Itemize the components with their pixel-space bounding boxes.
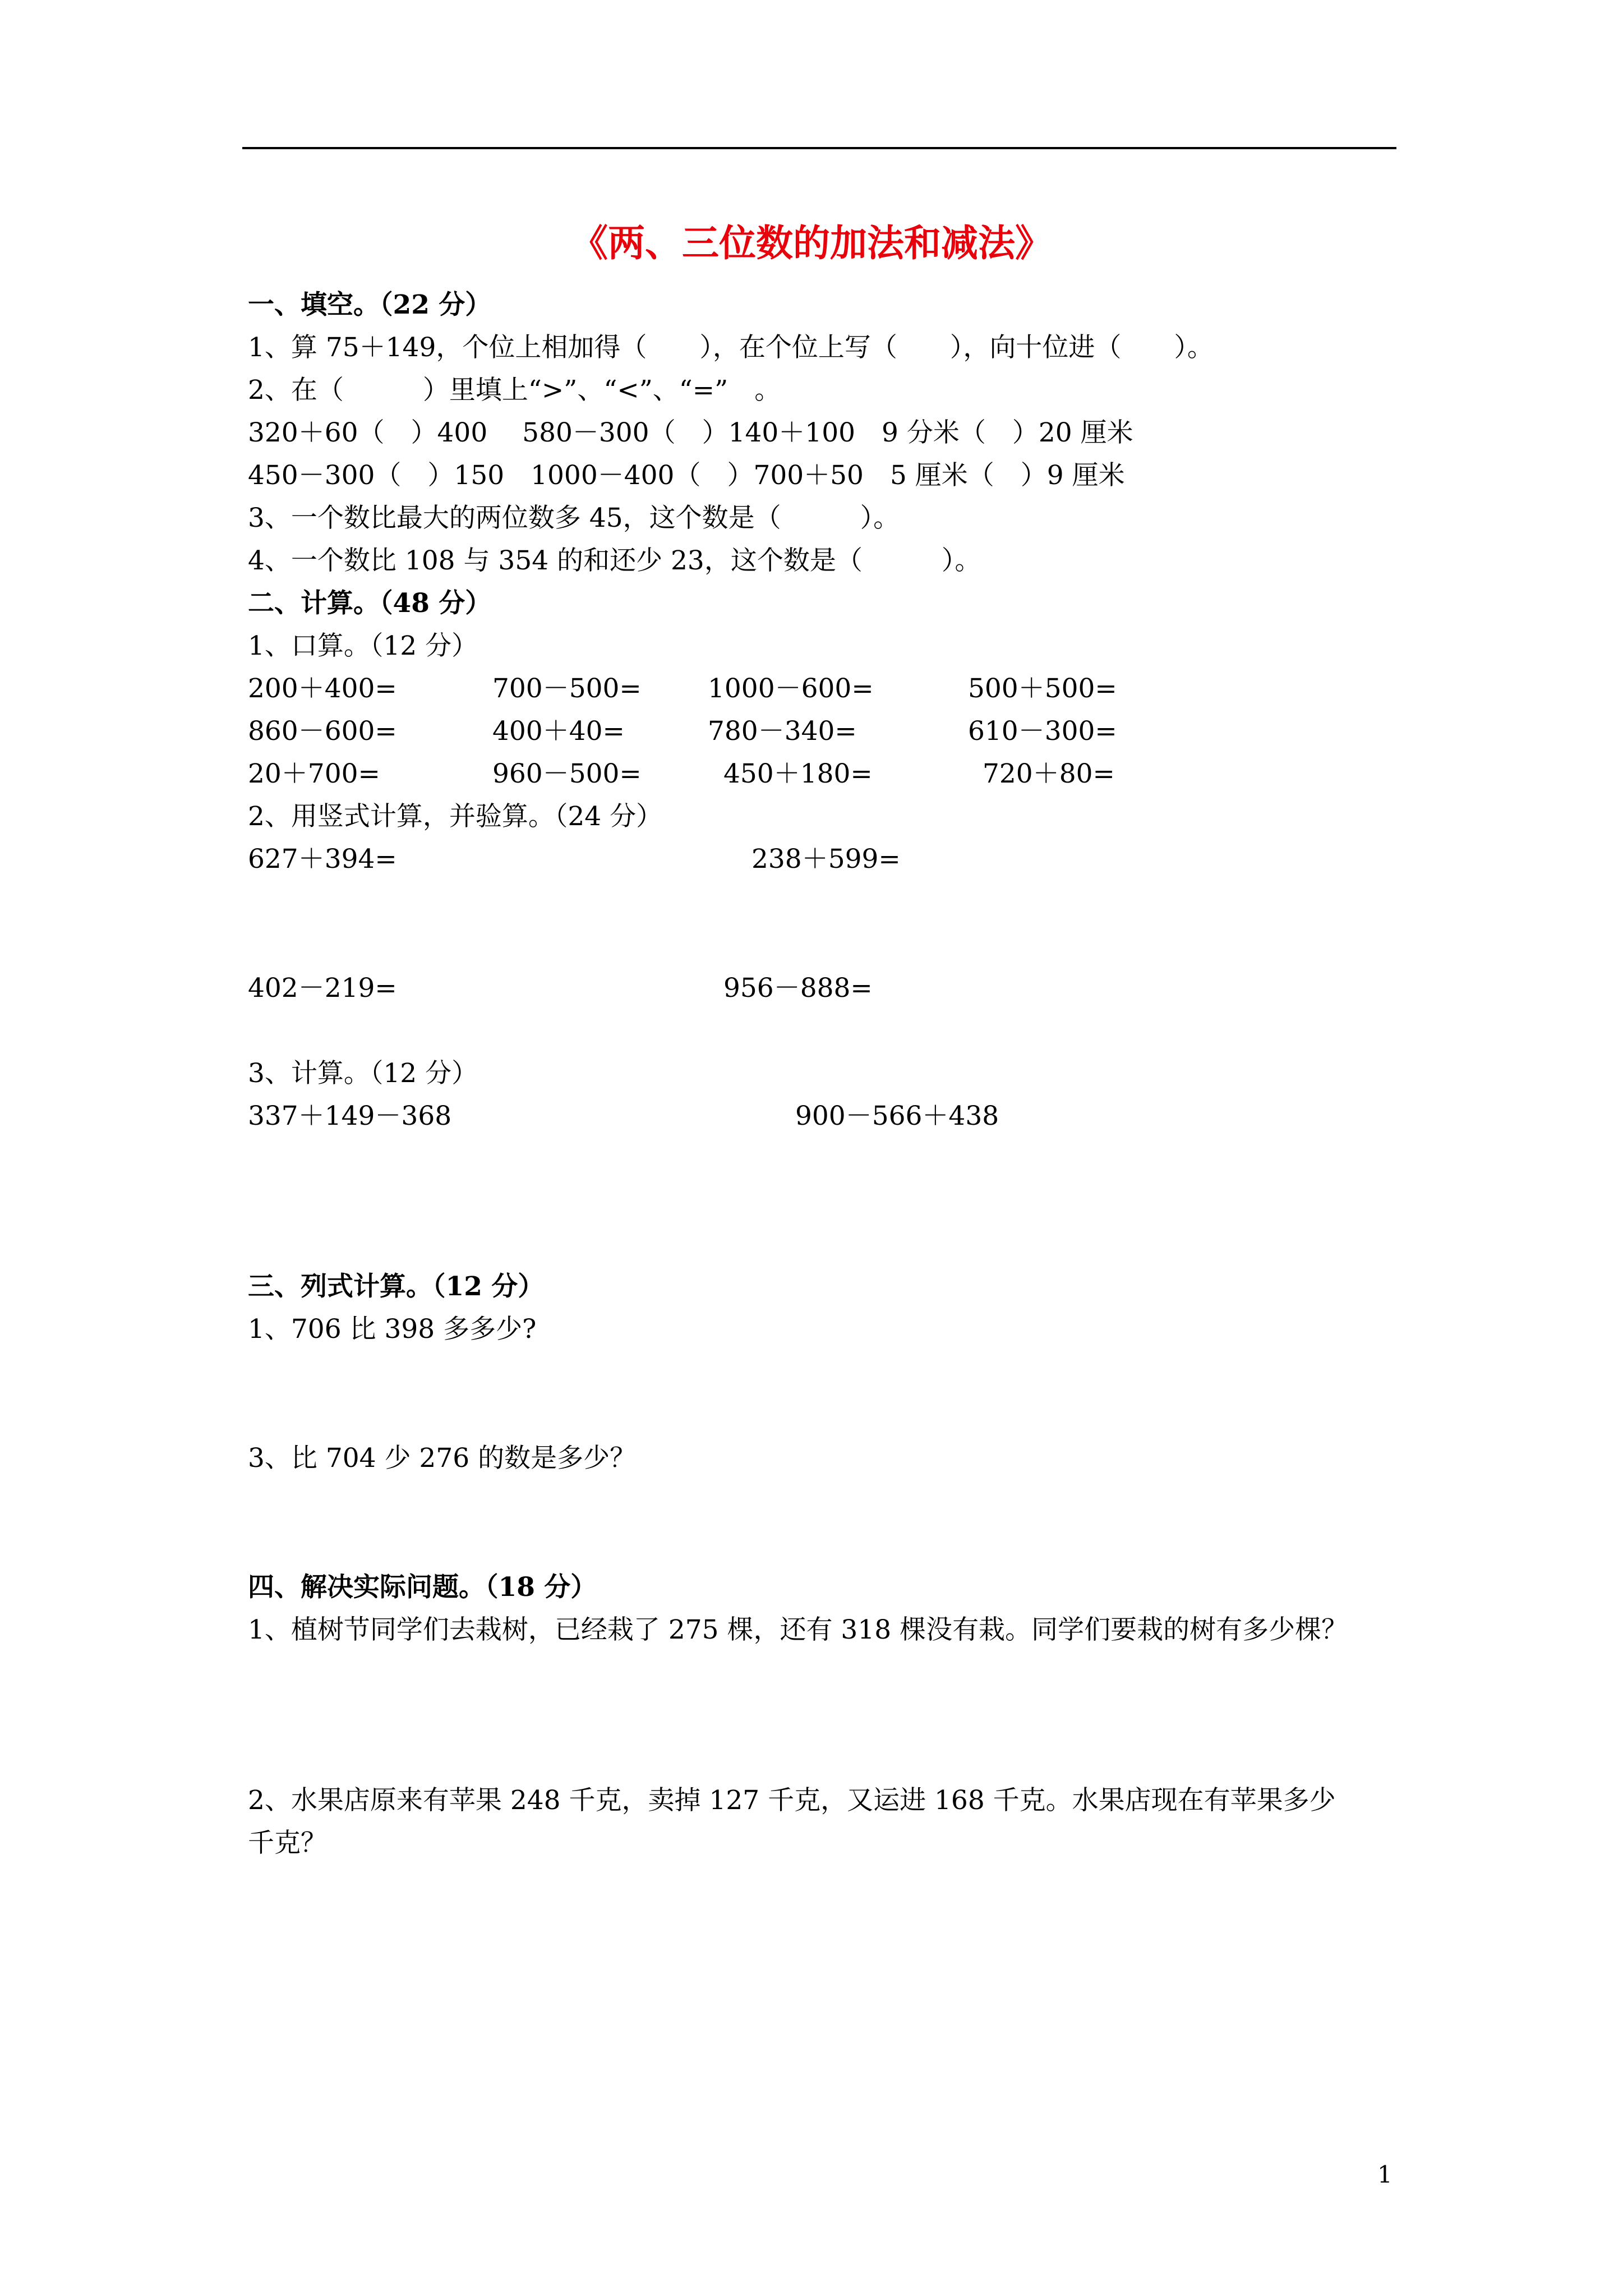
page-title: 《两、三位数的加法和减法》 xyxy=(571,221,1052,265)
oral-subheading: 1、口算。（12 分） xyxy=(248,631,478,661)
section3-heading: 三、列式计算。（12 分） xyxy=(248,1271,545,1302)
oral-item: 200＋400= xyxy=(248,673,397,704)
question-1-2: 2、在（ ）里填上“>”、“<”、“=” 。 xyxy=(248,375,781,406)
question-3-1: 1、706 比 398 多多少? xyxy=(248,1314,537,1345)
vertical-item: 238＋599= xyxy=(751,844,901,875)
section1-heading: 一、填空。（22 分） xyxy=(248,289,492,320)
oral-item: 700－500= xyxy=(492,673,642,704)
comparison-row-2: 450－300（ ）150 1000－400（ ）700＋50 5 厘米（ ）9 厘米 xyxy=(248,460,1125,491)
calc-subheading: 3、计算。（12 分） xyxy=(248,1058,478,1089)
question-4-2-line1: 2、水果店原来有苹果 248 千克，卖掉 127 千克，又运进 168 千克。水果店现在有苹果多少 xyxy=(248,1785,1336,1816)
calc-item: 337＋149－368 xyxy=(248,1101,452,1131)
section4-heading: 四、解决实际问题。（18 分） xyxy=(248,1572,597,1603)
vertical-subheading: 2、用竖式计算，并验算。（24 分） xyxy=(248,801,663,832)
oral-item: 960－500= xyxy=(492,758,642,789)
question-1-3: 3、一个数比最大的两位数多 45，这个数是（ ）。 xyxy=(248,503,900,533)
vertical-item: 956－888= xyxy=(723,973,873,1004)
oral-item: 450＋180= xyxy=(723,758,873,789)
page-number: 1 xyxy=(1377,2161,1393,2188)
oral-item: 400＋40= xyxy=(492,716,625,747)
question-4-2-line2: 千克？ xyxy=(248,1828,327,1858)
oral-item: 610－300= xyxy=(968,716,1117,747)
comparison-row-1: 320＋60（ ）400 580－300（ ）140＋100 9 分米（ ）20 厘米 xyxy=(248,417,1133,448)
question-1-1: 1、算 75＋149，个位上相加得（ ），在个位上写（ ），向十位进（ ）。 xyxy=(248,332,1214,363)
calc-item: 900－566＋438 xyxy=(795,1101,999,1131)
vertical-item: 627＋394= xyxy=(248,844,397,875)
question-1-4: 4、一个数比 108 与 354 的和还少 23，这个数是（ ）。 xyxy=(248,545,981,576)
oral-item: 860－600= xyxy=(248,716,397,747)
section2-heading: 二、计算。（48 分） xyxy=(248,588,492,619)
question-4-1: 1、植树节同学们去栽树，已经栽了 275 棵，还有 318 棵没有栽。同学们要栽的树有多少棵？ xyxy=(248,1614,1348,1645)
question-3-3: 3、比 704 少 276 的数是多少？ xyxy=(248,1443,637,1474)
oral-item: 20＋700= xyxy=(248,758,380,789)
oral-item: 500＋500= xyxy=(968,673,1117,704)
header-rule xyxy=(242,147,1396,149)
oral-item: 1000－600= xyxy=(708,673,874,704)
oral-item: 720＋80= xyxy=(983,758,1115,789)
oral-item: 780－340= xyxy=(708,716,857,747)
vertical-item: 402－219= xyxy=(248,973,397,1004)
